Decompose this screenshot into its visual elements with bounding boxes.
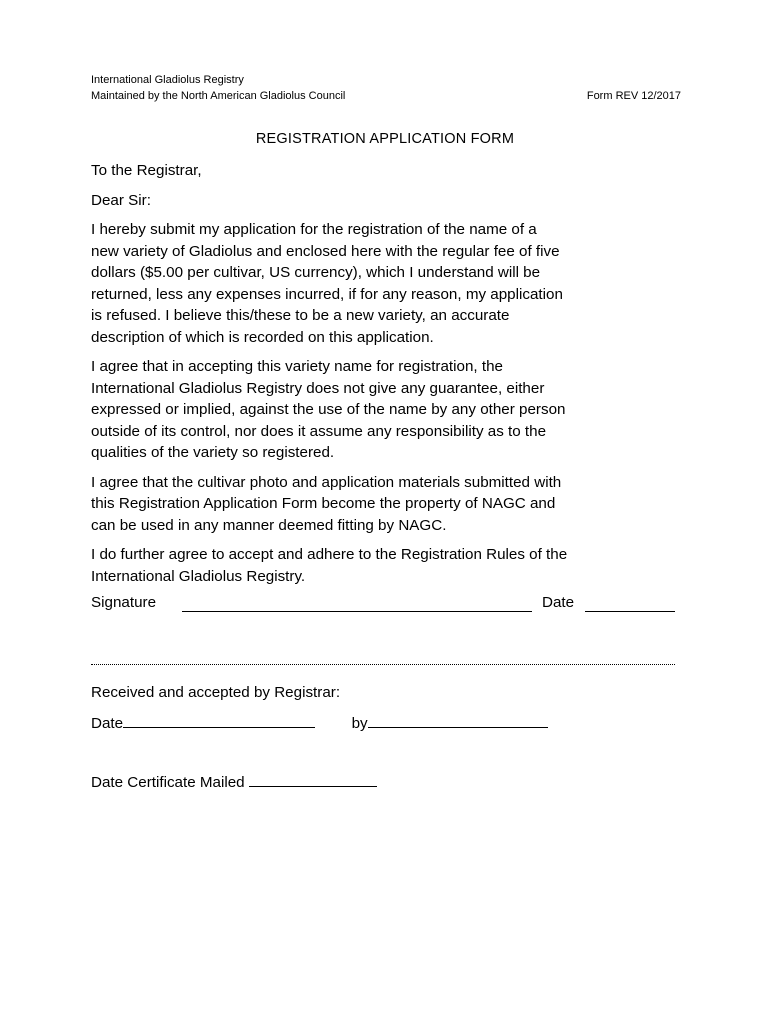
certificate-mailed-row — [91, 772, 377, 791]
maintained-by-line: Maintained by the North American Gladiolus Council — [91, 90, 346, 102]
text-line: is refused. I believe this/these to be a new variety, an accurate — [91, 307, 510, 324]
paragraph-no-guarantee — [91, 356, 681, 464]
signature-field[interactable] — [182, 597, 532, 612]
registrar-date-by-row — [91, 713, 691, 732]
paragraph-application — [91, 219, 681, 348]
salutation-dear-sir: Dear Sir: — [91, 191, 151, 209]
text-line: new variety of Gladiolus and enclosed here with the regular fee of five — [91, 242, 560, 260]
registrar-by-field[interactable] — [368, 713, 548, 728]
text-line: International Gladiolus Registry does not give any guarantee, either — [91, 379, 545, 397]
text-line: returned, less any expenses incurred, if for any reason, my application — [91, 285, 563, 303]
text-line: I agree that the cultivar photo and application materials submitted with — [91, 473, 562, 491]
signature-label: Signature — [91, 594, 157, 611]
letter-body — [91, 160, 681, 595]
text-line: description of which is recorded on this application. — [91, 328, 434, 346]
document-header — [91, 72, 681, 104]
registrar-by-label: by — [351, 715, 368, 732]
signature-row — [91, 594, 681, 611]
paragraph-materials-property — [91, 472, 681, 537]
text-line: International Gladiolus Registry. — [91, 567, 306, 585]
text-line: this Registration Application Form become the property of NAGC and — [91, 495, 556, 512]
paragraph-rules-agreement — [91, 544, 681, 587]
dotted-separator — [91, 654, 675, 665]
registry-name: International Gladiolus Registry — [91, 74, 244, 86]
signature-date-field[interactable] — [585, 597, 675, 612]
text-line: I do further agree to accept and adhere to the Registration Rules of the — [91, 546, 568, 563]
text-line: outside of its control, nor does it assume any responsibility as to the — [91, 422, 547, 440]
certificate-mailed-label: Date Certificate Mailed — [91, 774, 245, 791]
form-title: REGISTRATION APPLICATION FORM — [255, 131, 515, 147]
signature-date-label: Date — [542, 594, 575, 611]
registrar-date-field[interactable] — [123, 713, 315, 728]
text-line: expressed or implied, against the use of the name by any other person — [91, 401, 566, 418]
text-line: can be used in any manner deemed fitting by NAGC. — [91, 516, 447, 534]
form-revision: Form REV 12/2017 — [586, 90, 681, 102]
registrar-date-label: Date — [91, 715, 124, 732]
text-line: I agree that in accepting this variety name for registration, the — [91, 358, 503, 375]
text-line: I hereby submit my application for the registration of the name of a — [91, 221, 537, 238]
certificate-mailed-field[interactable] — [249, 772, 377, 787]
salutation-registrar: To the Registrar, — [91, 162, 202, 179]
text-line: qualities of the variety so registered. — [91, 444, 335, 461]
received-accepted-label: Received and accepted by Registrar: — [91, 684, 341, 701]
text-line: dollars ($5.00 per cultivar, US currency), which I understand will be — [91, 264, 541, 281]
